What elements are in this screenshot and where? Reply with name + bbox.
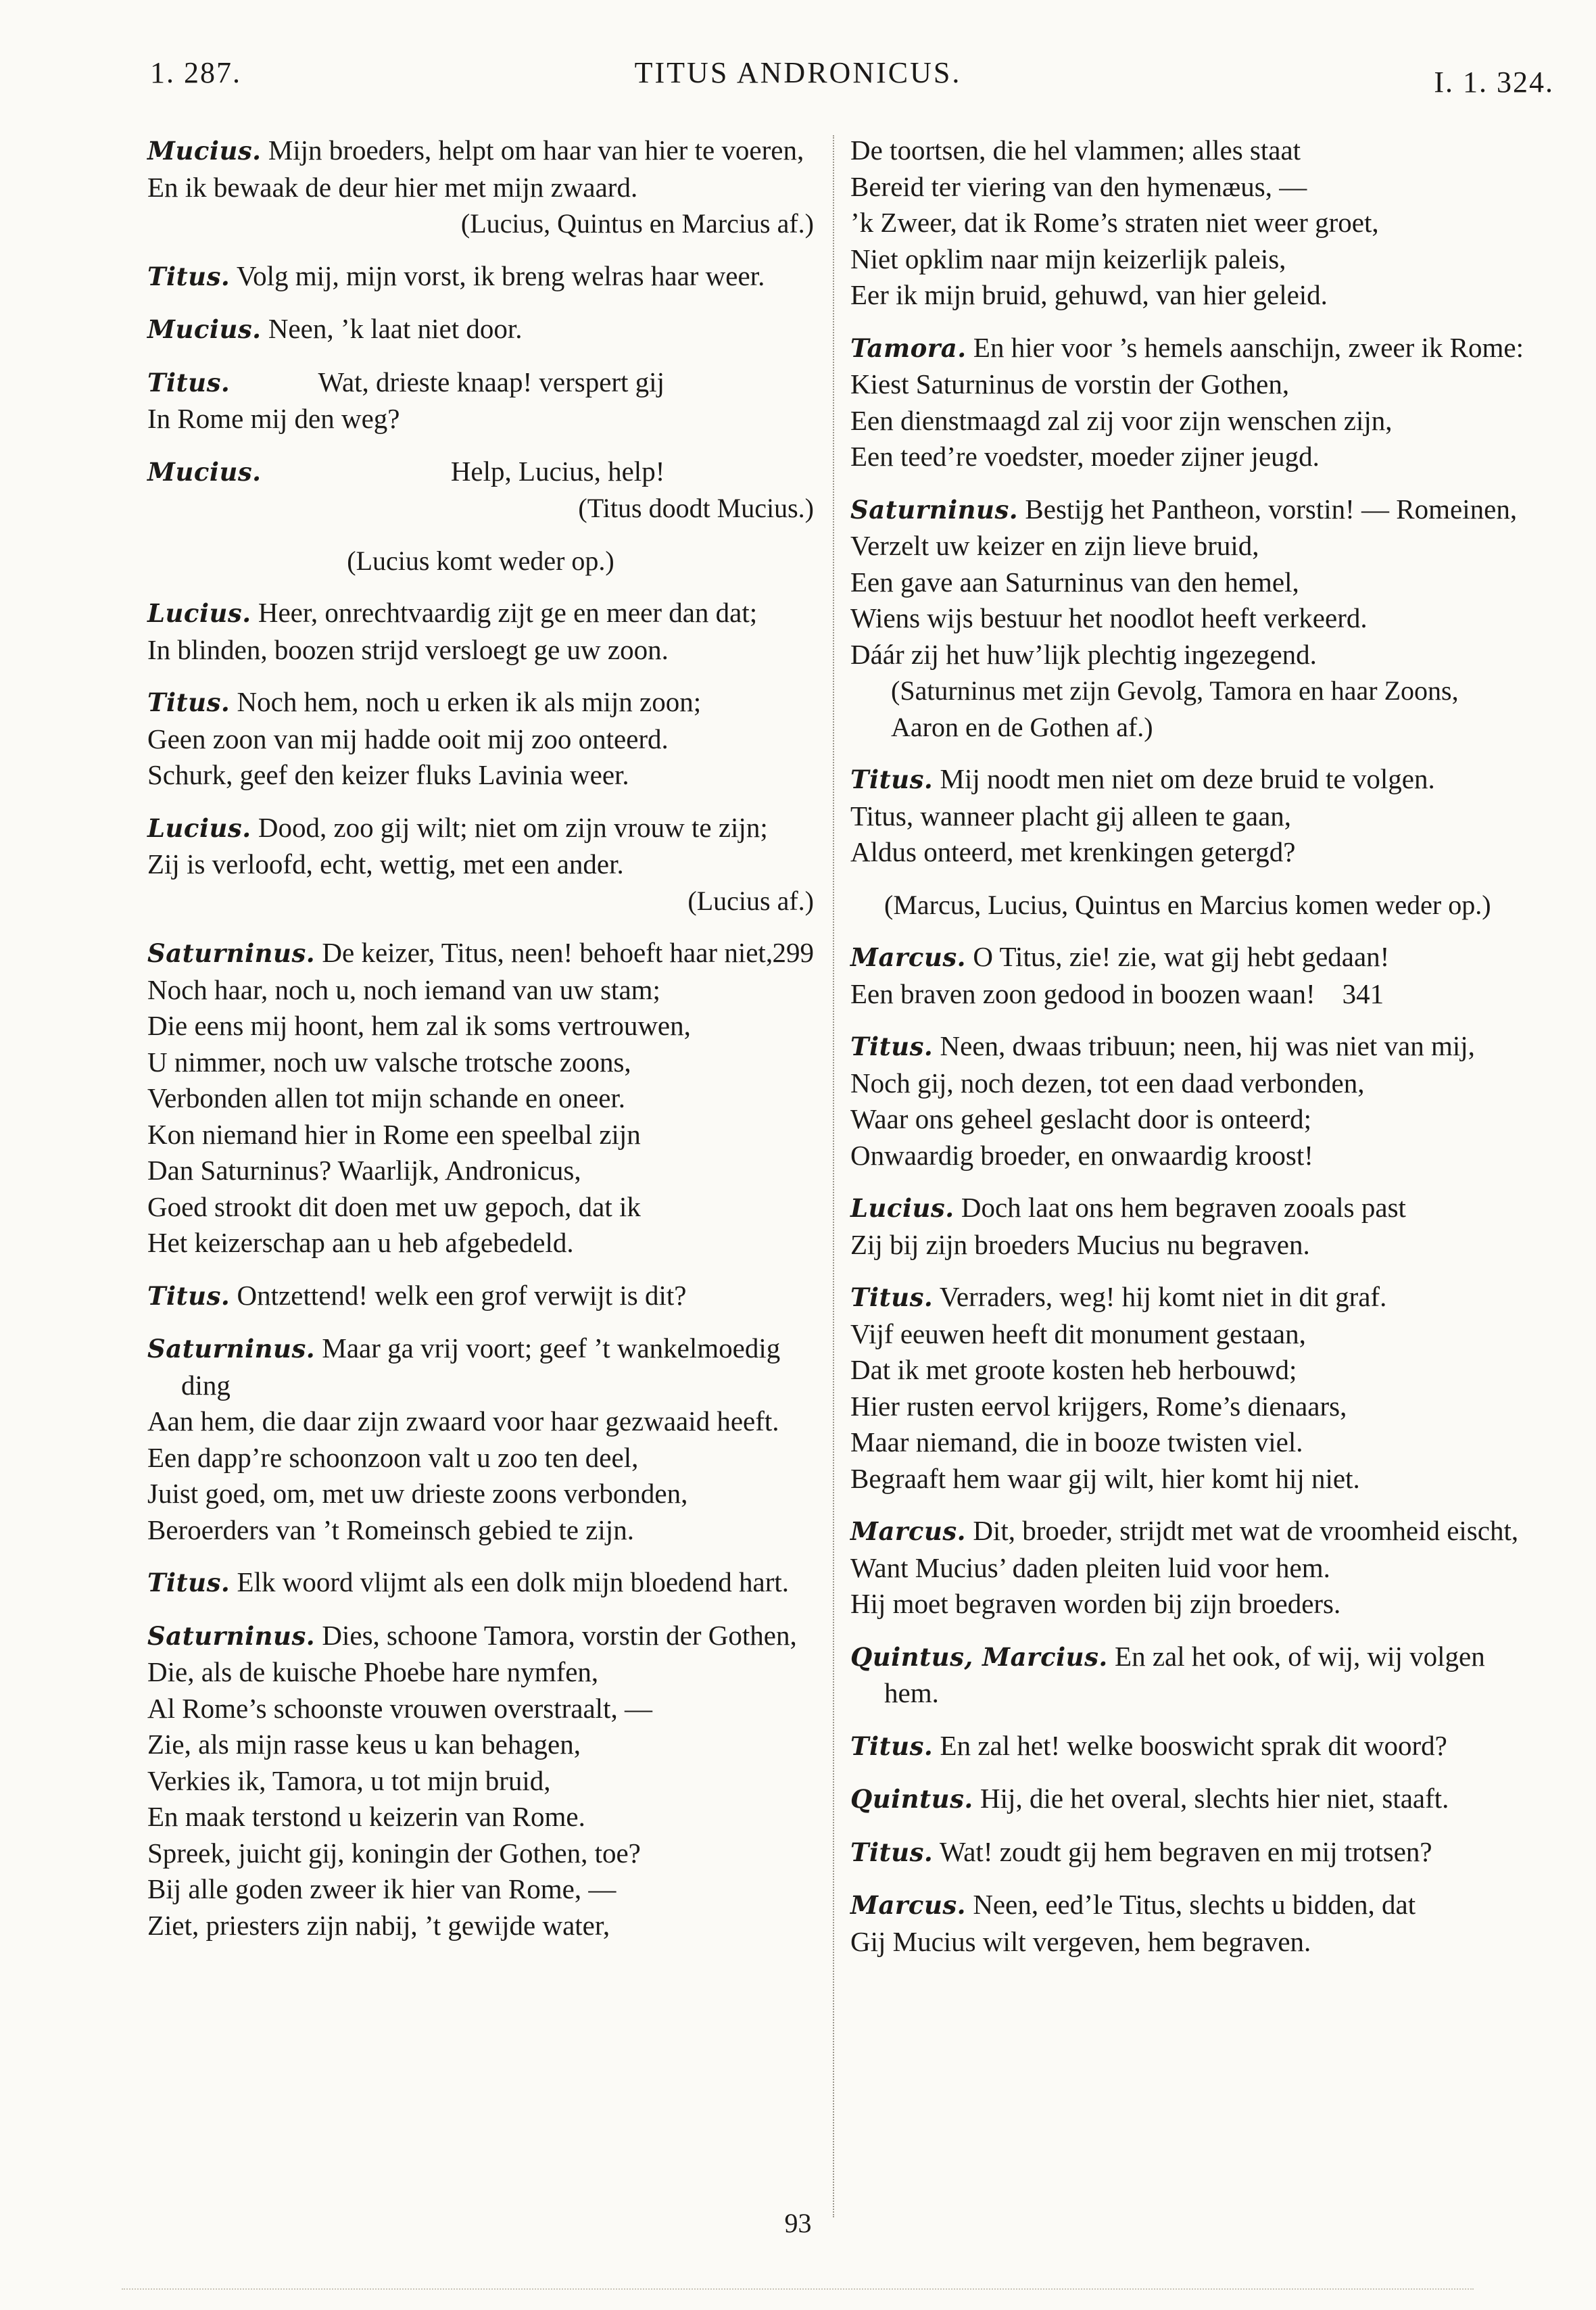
speech: [850, 1190, 1525, 1263]
speech: [850, 939, 1525, 1012]
verse-line: Noch gij, noch dezen, tot een daad verbonden,: [850, 1067, 1365, 1099]
verse-line: Gij Mucius wilt vergeven, hem begraven.: [850, 1925, 1311, 1957]
verse-line: Beroerders van ’t Romeinsch gebied te zijn.: [147, 1514, 634, 1545]
speaker-name: Marcus.: [850, 942, 967, 972]
verse-line: Schurk, geef den keizer fluks Lavinia weer.: [147, 759, 629, 790]
verse-line: Dáár zij het huw’lijk plechtig ingezegend.: [850, 638, 1317, 670]
speech-text: O Titus, zie! zie, wat gij hebt gedaan!: [973, 941, 1390, 972]
verse-line: Geen zoon van mij hadde ooit mij zoo onteerd.: [147, 723, 669, 754]
verse-line: Kon niemand hier in Rome een speelbal zijn: [147, 1118, 641, 1150]
speaker-name: Lucius.: [147, 598, 251, 628]
speech-text: De keizer, Titus, neen! behoeft haar niet,: [322, 937, 773, 968]
verse-line: Onwaardig broeder, en onwaardig kroost!: [850, 1139, 1313, 1171]
verse-line: Noch haar, noch u, noch iemand van uw stam;: [147, 973, 660, 1005]
speech-text: En hier voor ’s hemels aanschijn, zweer ik Rome:: [973, 331, 1524, 363]
speech-text: Neen, eed’le Titus, slechts u bidden, dat: [973, 1889, 1416, 1920]
speech: [147, 595, 814, 668]
speaker-name: Saturninus.: [147, 1620, 316, 1651]
verse-line: Een teed’re voedster, moeder zijner jeugd.: [850, 441, 1320, 472]
speech-text: Dood, zoo gij wilt; niet om zijn vrouw te zijn;: [258, 811, 768, 843]
speaker-name: Titus.: [850, 1837, 934, 1867]
verse-line: Begraaft hem waar gij wilt, hier komt hij niet.: [850, 1462, 1360, 1494]
speech: [147, 454, 814, 527]
verse-line: Verbonden allen tot mijn schande en oneer.: [147, 1082, 626, 1113]
speech-text: Neen, ’k laat niet door.: [268, 313, 523, 344]
speech: [147, 810, 814, 919]
speech-text: Wat, drieste knaap! verspert gij: [318, 366, 664, 398]
speaker-name: Mucius.: [147, 136, 262, 166]
line-number: 299: [772, 937, 814, 968]
verse-line: U nimmer, noch uw valsche trotsche zoons,: [147, 1046, 631, 1078]
stage-direction: (Marcus, Lucius, Quintus en Marcius komen weder op.): [884, 889, 1491, 920]
left-column: [147, 133, 814, 1944]
verse-line: Verkies ik, Tamora, u tot mijn bruid,: [147, 1764, 551, 1796]
speech: [850, 330, 1525, 475]
speaker-name: Titus.: [850, 765, 934, 794]
speaker-name: Saturninus.: [147, 1334, 316, 1364]
verse-line: Al Rome’s schoonste vrouwen overstraalt, —: [147, 1692, 652, 1724]
speech: [147, 1564, 814, 1602]
speaker-name: Saturninus.: [147, 938, 316, 968]
verse-line: Goed strookt dit doen met uw gepoch, dat ik: [147, 1190, 641, 1222]
speaker-name: Tamora.: [850, 333, 967, 363]
speech-text: Elk woord vlijmt als een dolk mijn bloedend hart.: [237, 1566, 789, 1597]
verse-line: ’k Zweer, dat ik Rome’s straten niet weer groet,: [850, 207, 1379, 238]
speech: [850, 1834, 1525, 1871]
speech-text: Wat! zoudt gij hem begraven en mij trotsen?: [939, 1835, 1432, 1867]
speech: [850, 1728, 1525, 1765]
running-header: [0, 55, 1596, 103]
stage-direction: (Lucius komt weder op.): [347, 545, 614, 576]
speaker-name: Saturninus.: [850, 494, 1019, 525]
speaker-name: Lucius.: [850, 1193, 954, 1223]
speaker-name: Titus.: [147, 261, 231, 291]
verse-line: Ziet, priesters zijn nabij, ’t gewijde water,: [147, 1909, 610, 1941]
verse-line: Die, als de kuische Phoebe hare nymfen,: [147, 1656, 599, 1687]
speaker-name: Titus.: [850, 1282, 934, 1312]
speech-text: Verraders, weg! hij komt niet in dit graf.: [939, 1281, 1387, 1312]
header-title: TITUS ANDRONICUS.: [634, 56, 962, 89]
speech: [147, 1618, 814, 1944]
speaker-name: Titus.: [147, 367, 231, 398]
speech: [147, 311, 814, 348]
speech: [147, 935, 814, 1261]
speech: [850, 1513, 1525, 1622]
speaker-name: Quintus, Marcius.: [850, 1641, 1108, 1672]
speech-text: En zal het! welke booswicht sprak dit woord?: [940, 1729, 1447, 1761]
speech-text: Doch laat ons hem begraven zooals past: [961, 1192, 1406, 1223]
verse-line: Titus, wanneer placht gij alleen te gaan,: [850, 800, 1292, 832]
speech-text: Dit, broeder, strijdt met wat de vroomheid eischt,: [973, 1515, 1519, 1546]
verse-line: Dan Saturninus? Waarlijk, Andronicus,: [147, 1155, 581, 1186]
right-column: [850, 133, 1525, 1960]
speech: [850, 491, 1525, 746]
speech: [850, 1781, 1525, 1818]
speech: [850, 1279, 1525, 1497]
speaker-name: Titus.: [850, 1731, 934, 1761]
speech: [147, 1330, 814, 1548]
verse-line: Bereid ter viering van den hymenæus, —: [850, 170, 1307, 202]
speech: [850, 1028, 1525, 1174]
speaker-name: Titus.: [147, 1280, 231, 1311]
verse-line: Een gave aan Saturninus van den hemel,: [850, 566, 1299, 598]
stage-direction: (Lucius af.): [687, 885, 814, 916]
speaker-name: Mucius.: [147, 456, 262, 487]
speech: [850, 1887, 1525, 1960]
speech: [850, 761, 1525, 871]
verse-line: Wiens wijs bestuur het noodlot heeft verkeerd.: [850, 602, 1368, 633]
verse-line: En ik bewaak de deur hier met mijn zwaard.: [147, 171, 638, 203]
speaker-name: Marcus.: [850, 1516, 967, 1546]
verse-line: Een dienstmaagd zal zij voor zijn wenschen zijn,: [850, 404, 1393, 436]
verse-line: Die eens mij hoont, hem zal ik soms vertrouwen,: [147, 1010, 691, 1041]
speech-text: Mijn broeders, helpt om haar van hier te voeren,: [268, 135, 804, 166]
speech-text: Mij noodt men niet om deze bruid te volgen.: [940, 763, 1435, 794]
verse-line: Juist goed, om, met uw drieste zoons verbonden,: [147, 1478, 688, 1509]
speech-text: Neen, dwaas tribuun; neen, hij was niet van mij,: [940, 1030, 1475, 1061]
verse-line: Maar niemand, die in booze twisten viel.: [850, 1426, 1303, 1458]
verse-line: Hij moet begraven worden bij zijn broeders.: [850, 1588, 1341, 1619]
verse-line: Het keizerschap aan u heb afgebedeld.: [147, 1227, 574, 1258]
speech: [147, 364, 814, 437]
verse-line: En maak terstond u keizerin van Rome.: [147, 1801, 585, 1832]
verse-line: In blinden, boozen strijd versloegt ge uw zoon.: [147, 633, 669, 665]
header-line-ref-right: I. 1. 324.: [1434, 66, 1554, 99]
speech-text: Help, Lucius, help!: [450, 455, 665, 487]
speech-text: Maar ga vrij voort; geef ’t wankelmoedig ding: [181, 1332, 781, 1401]
speaker-name: Marcus.: [850, 1890, 967, 1920]
verse-line: Niet opklim naar mijn keizerlijk paleis,: [850, 243, 1286, 274]
speaker-name: Titus.: [850, 1032, 934, 1061]
verse-line: Vijf eeuwen heeft dit monument gestaan,: [850, 1318, 1306, 1349]
speech-text: Noch hem, noch u erken ik als mijn zoon;: [237, 686, 702, 717]
header-line-ref-left: 1. 287.: [150, 56, 241, 89]
stage-direction: (Saturninus met zijn Gevolg, Tamora en haar Zoons, Aaron en de Gothen af.): [891, 675, 1459, 742]
speaker-name: Titus.: [147, 1568, 231, 1597]
speech: [147, 1278, 814, 1315]
verse-line: Verzelt uw keizer en zijn lieve bruid,: [850, 530, 1259, 561]
speaker-name: Lucius.: [147, 813, 251, 843]
verse-line: Eer ik mijn bruid, gehuwd, van hier geleid.: [850, 279, 1328, 310]
verse-line: Aldus onteerd, met krenkingen getergd?: [850, 836, 1296, 867]
stage-direction: (Titus doodt Mucius.): [578, 493, 814, 523]
verse-line: De toortsen, die hel vlammen; alles staat: [850, 135, 1301, 166]
speech-continuation: [850, 133, 1525, 314]
verse-line: Kiest Saturninus de vorstin der Gothen,: [850, 368, 1290, 400]
speech-text: En zal het ook, of wij, wij volgen hem.: [884, 1640, 1485, 1708]
verse-line: [850, 976, 1525, 1013]
verse-line: Hier rusten eervol krijgers, Rome’s dienaars,: [850, 1390, 1347, 1422]
verse-line: Spreek, juicht gij, koningin der Gothen, toe?: [147, 1837, 641, 1869]
speech-text: Ontzettend! welk een grof verwijt is dit?: [237, 1279, 687, 1311]
speaker-name: Titus.: [147, 688, 231, 717]
speaker-name: Mucius.: [147, 314, 262, 344]
verse-line: Want Mucius’ daden pleiten luid voor hem.: [850, 1551, 1330, 1583]
speech-text: Bestijg het Pantheon, vorstin! — Romeinen,: [1025, 493, 1518, 525]
stage-direction: (Lucius, Quintus en Marcius af.): [460, 208, 814, 239]
verse-line: Dat ik met groote kosten heb herbouwd;: [850, 1354, 1297, 1385]
speaker-name: Quintus.: [850, 1784, 973, 1814]
speech-text: Heer, onrechtvaardig zijt ge en meer dan dat;: [258, 597, 758, 628]
verse-line: Zij bij zijn broeders Mucius nu begraven.: [850, 1228, 1310, 1260]
verse-line: Zij is verloofd, echt, wettig, met een ander.: [147, 848, 624, 880]
verse-line: In Rome mij den weg?: [147, 403, 400, 434]
speech-text: Volg mij, mijn vorst, ik breng welras haar weer.: [236, 260, 765, 291]
speech: [850, 1639, 1525, 1712]
verse-line-text: Een braven zoon gedood in boozen waan!: [850, 978, 1315, 1009]
column-divider: [833, 135, 834, 2217]
line-number: 341: [1342, 978, 1384, 1009]
verse-line: Waar ons geheel geslacht door is onteerd;: [850, 1103, 1312, 1134]
speech-text: Dies, schoone Tamora, vorstin der Gothen,: [322, 1619, 797, 1651]
verse-line: Aan hem, die daar zijn zwaard voor haar gezwaaid heeft.: [147, 1405, 779, 1437]
verse-line: Een dapp’re schoonzoon valt u zoo ten deel,: [147, 1441, 639, 1473]
speech-text: Hij, die het overal, slechts hier niet, staaft.: [980, 1783, 1449, 1814]
speech: [147, 133, 814, 242]
speech: [147, 684, 814, 794]
bottom-rule: [122, 2288, 1474, 2290]
speech: [147, 258, 814, 295]
verse-line: Zie, als mijn rasse keus u kan behagen,: [147, 1729, 581, 1760]
page-number: 93: [784, 2208, 812, 2238]
verse-line: Bij alle goden zweer ik hier van Rome, —: [147, 1873, 616, 1904]
